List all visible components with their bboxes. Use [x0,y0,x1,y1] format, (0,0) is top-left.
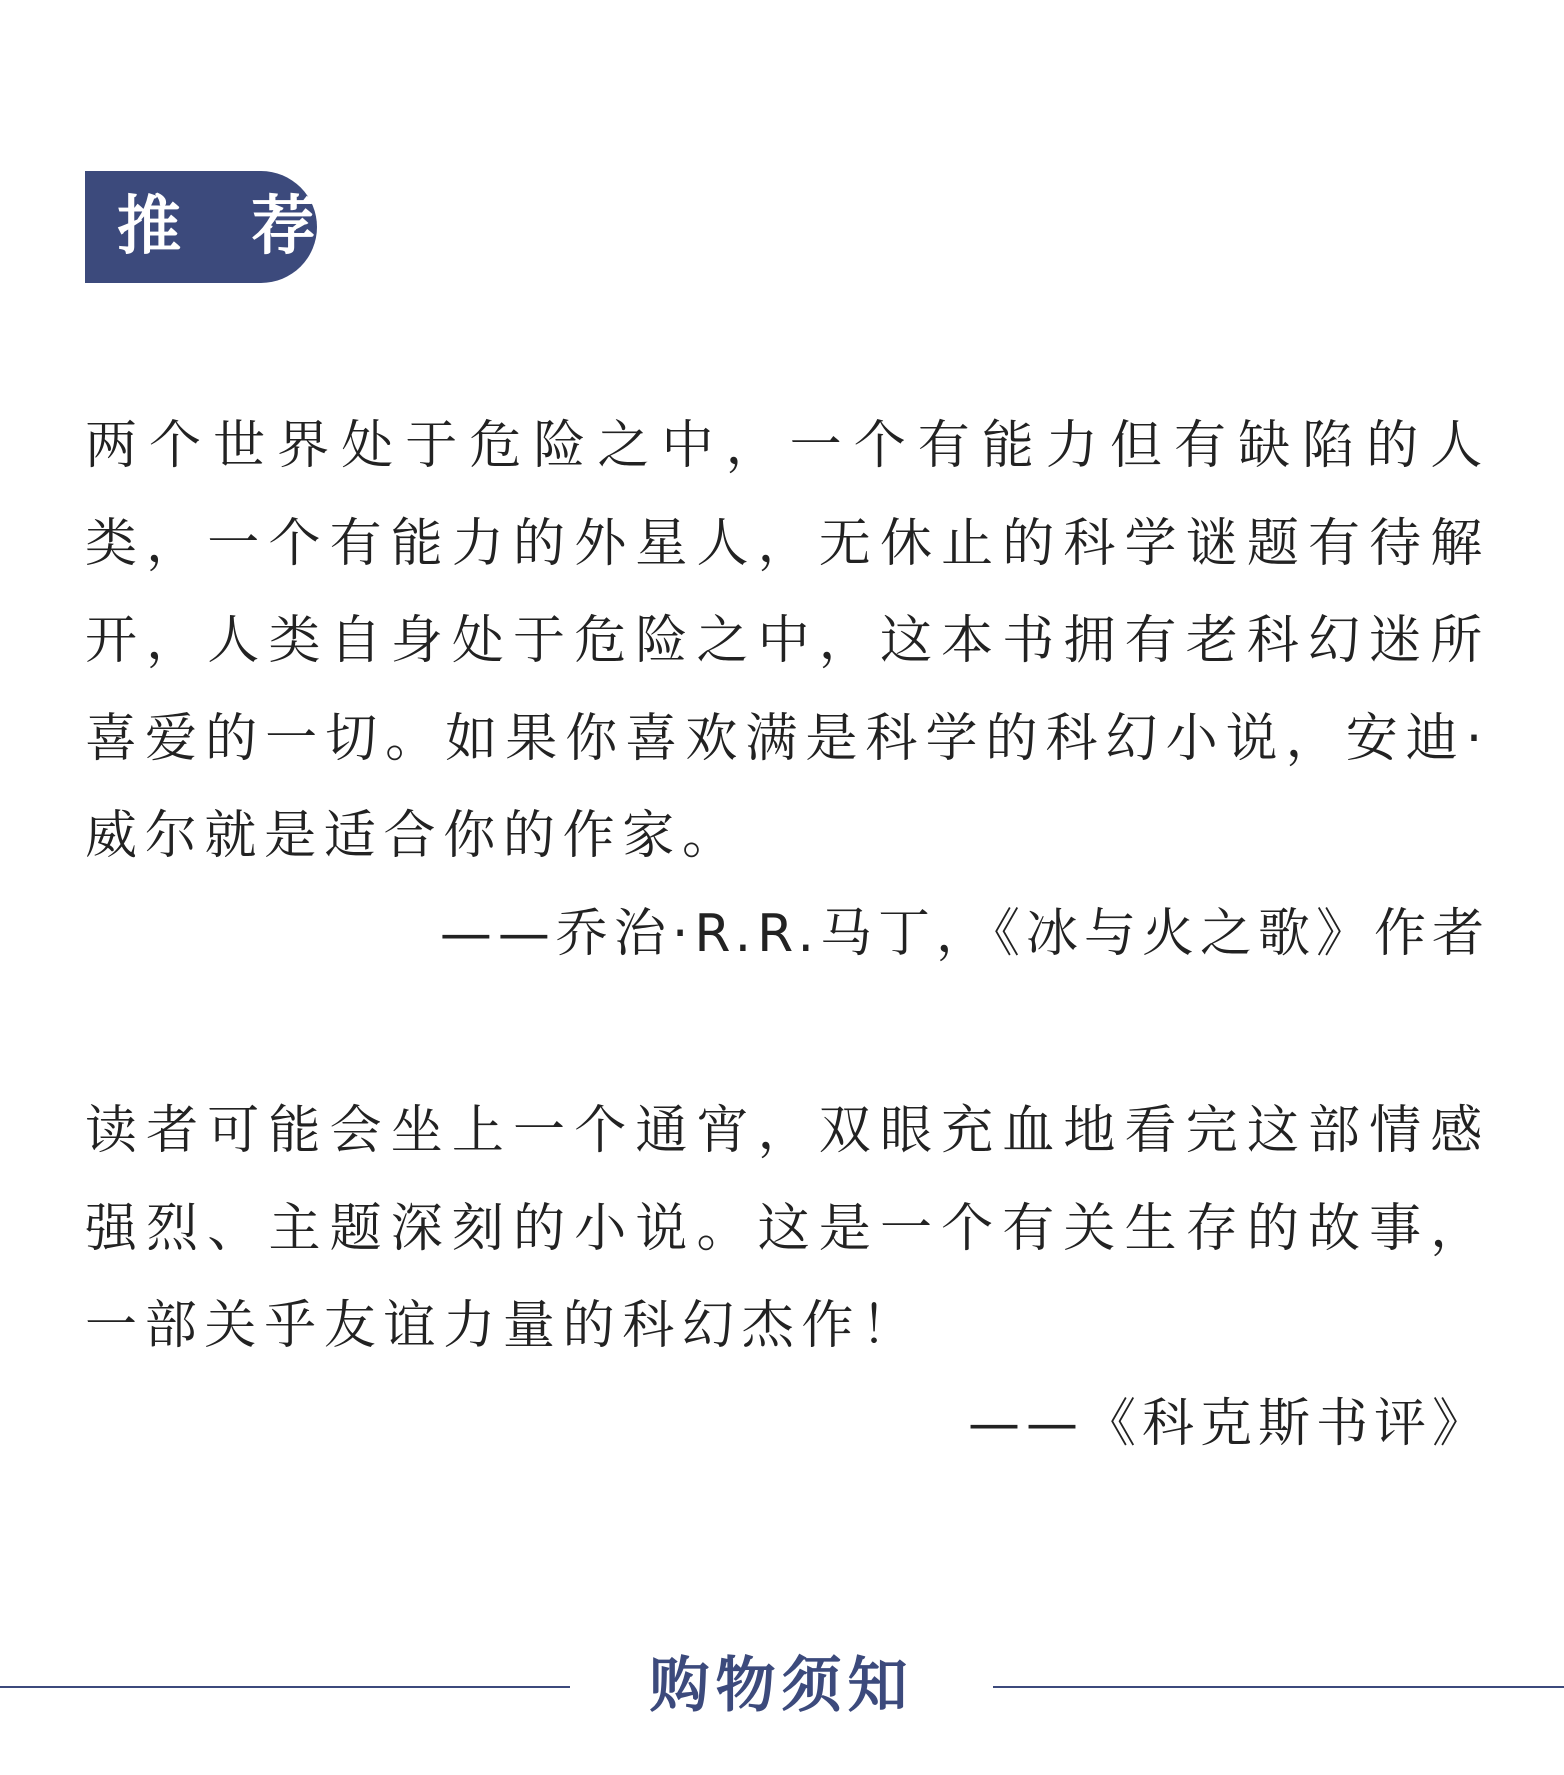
recommendation-quote: 两个世界处于危险之中，一个有能力但有缺陷的人类，一个有能力的外星人，无休止的科学谜题有待解开，人类自身处于危险之中，这本书拥有老科幻迷所喜爱的一切。如果你喜欢满是科学的科幻小说，安迪·威尔就是适合你的作家。 [85,416,1490,866]
shopping-notice-title: 购物须知 [649,1651,914,1721]
section-divider-right [993,1686,1564,1688]
section-divider-left [0,1686,570,1688]
recommendation-attribution: ——乔治·R.R.马丁，《冰与火之歌》作者 [439,904,1490,964]
recommendation-attribution: ——《科克斯书评》 [967,1394,1490,1454]
recommendation-quote: 读者可能会坐上一个通宵，双眼充血地看完这部情感强烈、主题深刻的小说。这是一个有关生存的故事，一部关乎友谊力量的科幻杰作！ [85,1101,1490,1356]
recommend-badge: 推 荐 [85,171,317,283]
